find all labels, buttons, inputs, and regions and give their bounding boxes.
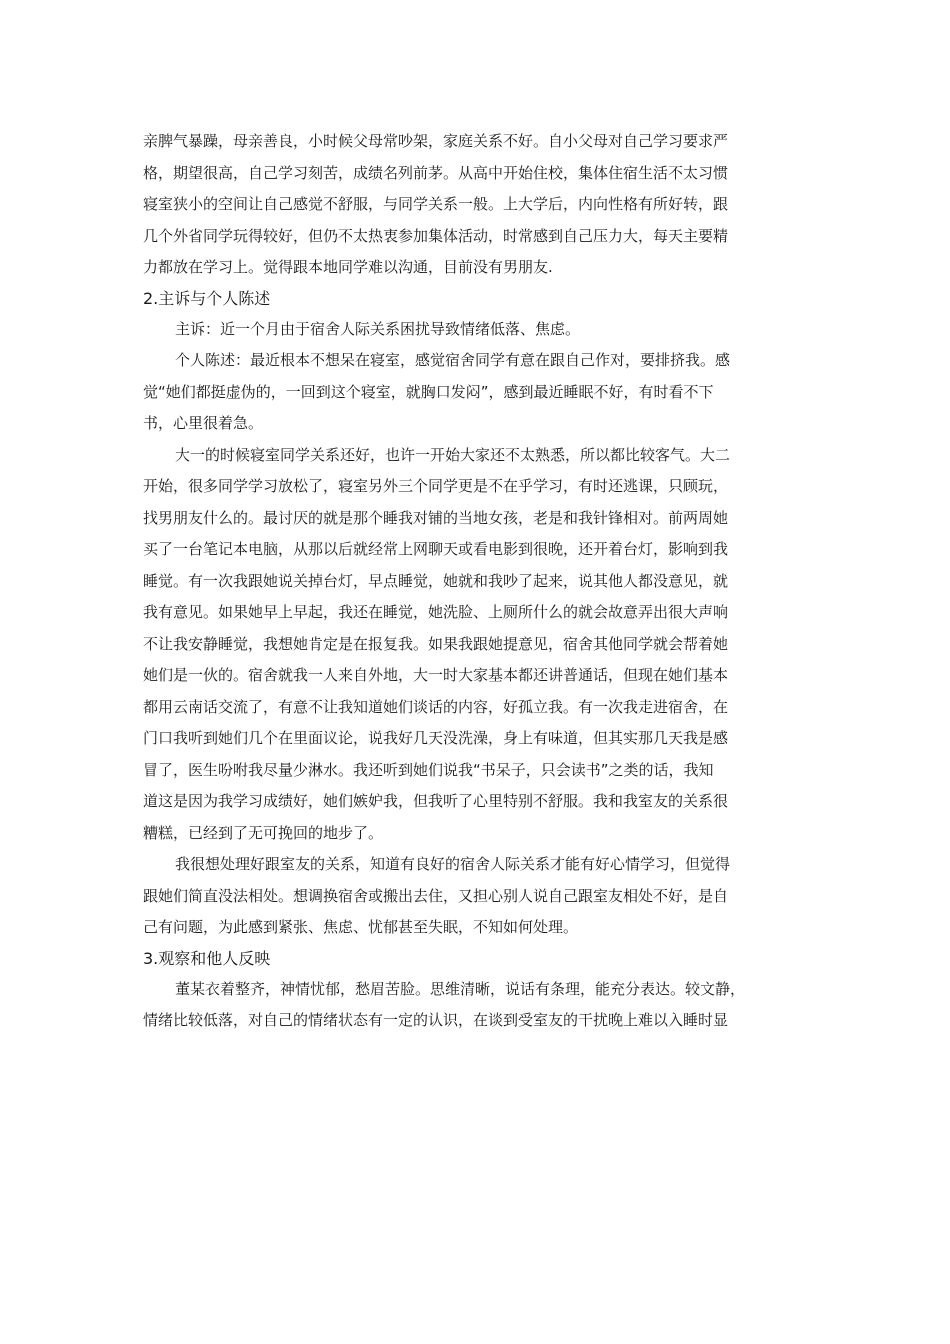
text-line: 门口我听到她们几个在里面议论，说我好几天没洗澡，身上有味道，但其实那几天我是感	[143, 729, 729, 747]
observation-paragraph	[143, 974, 815, 1037]
text-line: 她们是一伙的。宿舍就我一人来自外地，大一时大家基本都还讲普通话，但现在她们基本	[143, 666, 729, 684]
complaint-paragraph: 主诉：近一个月由于宿舍人际关系困扰导致情绪低落、焦虑。	[175, 319, 581, 338]
wish-paragraph	[143, 849, 815, 944]
text-line: 个人陈述：最近根本不想呆在寝室，感觉宿舍同学有意在跟自己作对，要排挤我。感	[175, 351, 731, 369]
text-line: 都用云南话交流了，有意不让我知道她们谈话的内容，好孤立我。有一次我走进宿舍，在	[143, 697, 729, 716]
statement-paragraph	[143, 345, 815, 440]
text-line: 跟她们简直没法相处。想调换宿舍或搬出去住，又担心别人说自己跟室友相处不好，是自	[143, 886, 729, 905]
background-paragraph	[143, 126, 815, 284]
text-line: 格，期望很高，自己学习刻苦，成绩名列前茅。从高中开始住校，集体住宿生活不太习惯	[143, 163, 729, 182]
text-line: 己有问题，为此感到紧张、焦虑、忧郁甚至失眠，不知如何处理。	[143, 918, 579, 936]
text-line: 我有意见。如果她早上早起，我还在睡觉，她洗脸、上厕所什么的就会故意弄出很大声响	[143, 603, 729, 621]
section-heading-observation: 3.观察和他人反映	[143, 948, 271, 968]
text-line: 我很想处理好跟室友的关系，知道有良好的宿舍人际关系才能有好心情学习，但觉得	[175, 855, 731, 873]
text-line: 情绪比较低落，对自己的情绪状态有一定的认识，在谈到受室友的干扰晚上难以入睡时显	[143, 1011, 729, 1029]
section-heading-complaint: 2.主诉与个人陈述	[143, 288, 271, 308]
text-line: 几个外省同学玩得较好，但仍不太热衷参加集体活动，时常感到自己压力大，每天主要精	[143, 226, 729, 245]
story-paragraph	[143, 440, 815, 850]
text-line: 大一的时候寝室同学关系还好，也许一开始大家还不太熟悉，所以都比较客气。大二	[175, 445, 731, 464]
text-line: 冒了，医生吩咐我尽量少淋水。我还听到她们说我“书呆子，只会读书”之类的话，我知	[143, 760, 714, 779]
text-line: 寝室狭小的空间让自己感觉不舒服，与同学关系一般。上大学后，内向性格有所好转，跟	[143, 195, 729, 213]
text-line: 买了一台笔记本电脑，从那以后就经常上网聊天或看电影到很晚，还开着台灯，影响到我	[143, 540, 729, 558]
text-line: 不让我安静睡觉，我想她肯定是在报复我。如果我跟她提意见，宿舍其他同学就会帮着她	[143, 634, 729, 653]
text-line: 力都放在学习上。觉得跟本地同学难以沟通，目前没有男朋友.	[143, 258, 553, 276]
text-line: 睡觉。有一次我跟她说关掉台灯，早点睡觉，她就和我吵了起来，说其他人都没意见，就	[143, 571, 729, 590]
text-line: 开始，很多同学学习放松了，寝室另外三个同学更是不在乎学习，有时还逃课，只顾玩，	[143, 477, 729, 495]
text-line: 道这是因为我学习成绩好，她们嫉妒我，但我听了心里特别不舒服。我和我室友的关系很	[143, 792, 729, 810]
text-line: 找男朋友什么的。最讨厌的就是那个睡我对铺的当地女孩，老是和我针锋相对。前两周她	[143, 508, 729, 527]
text-line: 董某衣着整齐，神情忧郁，愁眉苦脸。思维清晰，说话有条理，能充分表达。较文静，	[175, 979, 746, 998]
document-body	[143, 126, 815, 1037]
text-line: 书，心里很着急。	[143, 414, 264, 432]
text-line: 糟糕，已经到了无可挽回的地步了。	[143, 823, 384, 842]
text-line: 觉“她们都挺虚伪的，一回到这个寝室，就胸口发闷”，感到最近睡眠不好，有时看不下	[143, 382, 714, 401]
text-line: 亲脾气暴躁，母亲善良，小时候父母常吵架，家庭关系不好。自小父母对自己学习要求严	[143, 132, 729, 150]
